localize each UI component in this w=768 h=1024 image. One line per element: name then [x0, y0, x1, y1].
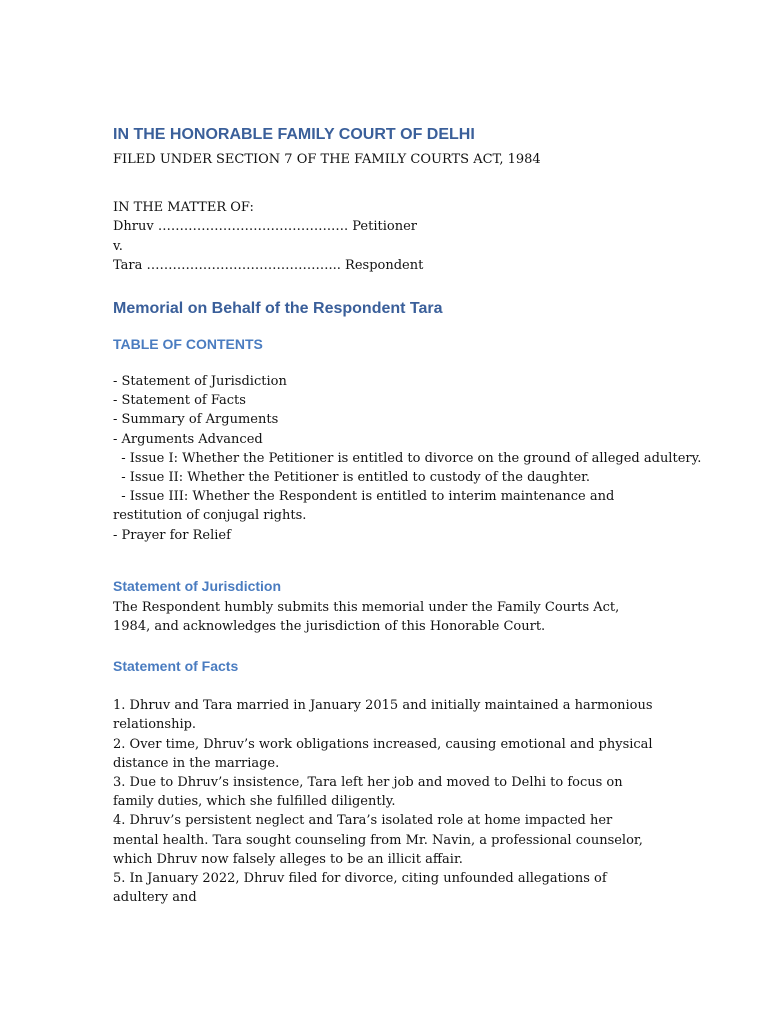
fact-item: 5. In January 2022, Dhruv filed for divorce, citing unfounded allegations of adultery and — [113, 871, 607, 906]
fact-item: 3. Due to Dhruv’s insistence, Tara left her job and moved to Delhi to focus on family duties, which she fulfilled diligently. — [113, 775, 623, 810]
toc-heading: TABLE OF CONTENTS — [113, 336, 263, 353]
toc-item: - Issue III: Whether the Respondent is entitled to interim maintenance and restitution of conjugal rights. — [113, 489, 619, 524]
toc-item: - Issue II: Whether the Petitioner is entitled to custody of the daughter. — [113, 470, 591, 486]
facts-list — [113, 696, 653, 907]
jurisdiction-heading: Statement of Jurisdiction — [113, 577, 282, 594]
matter-heading: IN THE MATTER OF: — [113, 200, 254, 216]
court-title: IN THE HONORABLE FAMILY COURT OF DELHI — [113, 126, 475, 143]
toc-item: - Summary of Arguments — [113, 412, 279, 428]
matter-block — [113, 198, 653, 275]
fact-item: 1. Dhruv and Tara married in January 2015 and initially maintained a harmonious relationship. — [113, 698, 653, 733]
toc-item: - Issue I: Whether the Petitioner is entitled to divorce on the ground of alleged adultery. — [113, 450, 702, 466]
memorial-title: Memorial on Behalf of the Respondent Tara — [113, 300, 443, 318]
toc-item: - Arguments Advanced — [113, 431, 263, 447]
jurisdiction-text: The Respondent humbly submits this memorial under the Family Courts Act, 1984, and acknowledges the jurisdiction of this Honorable Court. — [113, 599, 620, 635]
respondent-line: Tara ……………………………………... Respondent — [113, 257, 424, 273]
document-body — [113, 124, 702, 907]
facts-heading: Statement of Facts — [113, 658, 239, 675]
fact-item: 2. Over time, Dhruv’s work obligations increased, causing emotional and physical distance in the marriage. — [113, 736, 653, 771]
toc-list — [113, 372, 702, 545]
petitioner-line: Dhruv ………………………………….…. Petitioner — [113, 219, 417, 235]
toc-item: - Prayer for Relief — [113, 527, 231, 543]
fact-item: 4. Dhruv’s persistent neglect and Tara’s isolated role at home impacted her mental health. Tara sought counseling from Mr. Navin, a professional counselor, which Dhruv now falsely alleges to be an illicit affair. — [113, 813, 643, 867]
filed-under-line: FILED UNDER SECTION 7 OF THE FAMILY COURTS ACT, 1984 — [113, 152, 541, 167]
toc-item: - Statement of Facts — [113, 393, 246, 409]
toc-item: - Statement of Jurisdiction — [113, 374, 287, 390]
versus-line: v. — [113, 238, 123, 254]
